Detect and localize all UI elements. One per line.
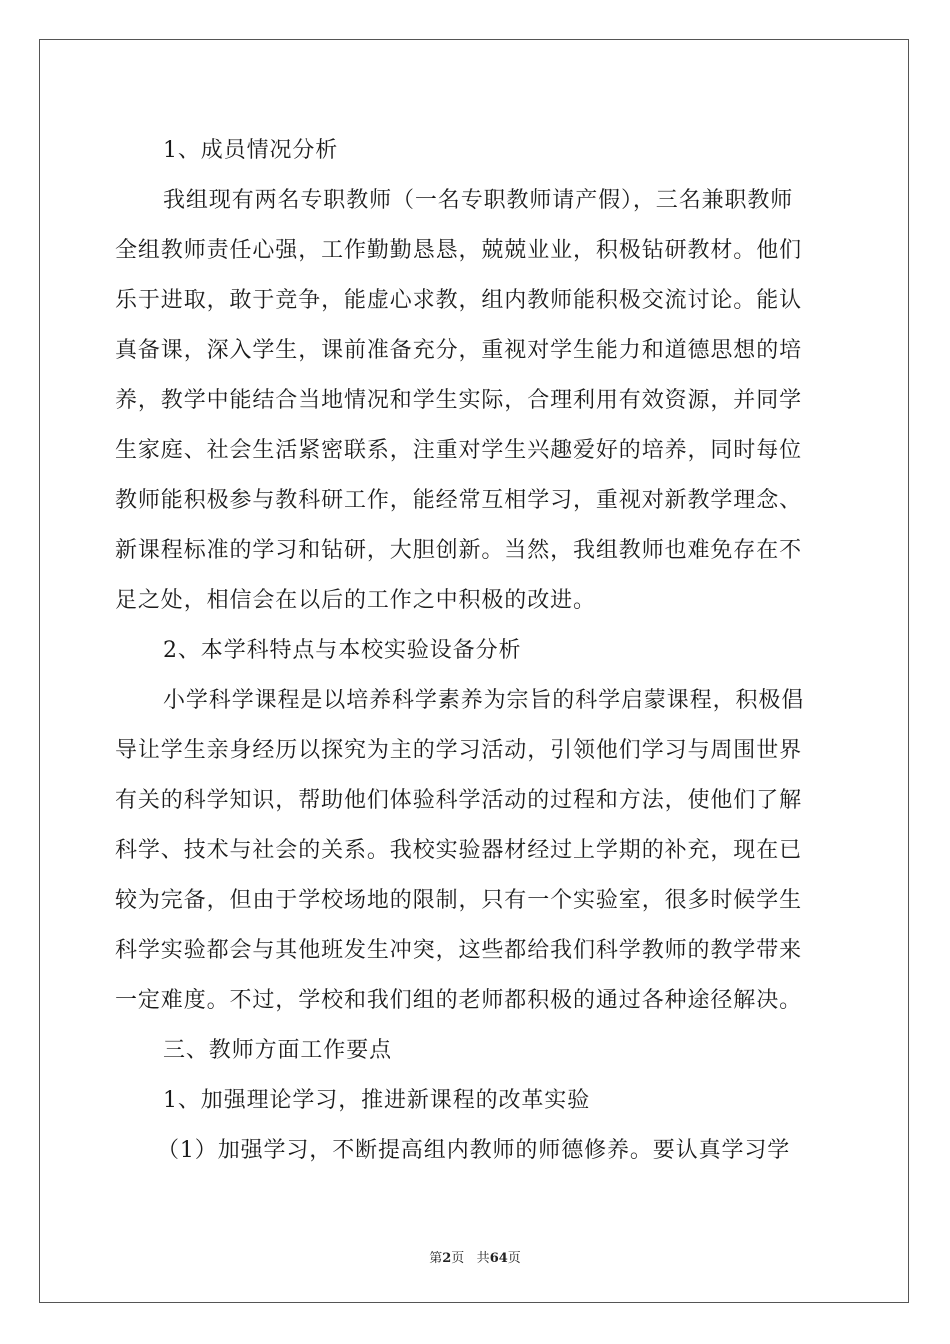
text-line: 一定难度。不过，学校和我们组的老师都积极的通过各种途径解决。: [115, 988, 803, 1013]
text-line: 科学实验都会与其他班发生冲突，这些都给我们科学教师的教学带来: [115, 938, 803, 963]
text-line: 生家庭、社会生活紧密联系，注重对学生兴趣爱好的培养，同时每位: [115, 438, 803, 463]
current-page-number: 2: [442, 1251, 452, 1266]
text-line: 有关的科学知识，帮助他们体验科学活动的过程和方法，使他们了解: [115, 788, 803, 813]
text-line: 1、加强理论学习，推进新课程的改革实验: [163, 1088, 591, 1113]
text-line: 科学、技术与社会的关系。我校实验器材经过上学期的补充，现在已: [115, 838, 803, 863]
text-line: 我组现有两名专职教师（一名专职教师请产假），三名兼职教师: [163, 188, 794, 213]
footer-page-suffix: 页: [451, 1251, 465, 1266]
text-line: （1）加强学习，不断提高组内教师的师德修养。要认真学习学: [157, 1138, 791, 1163]
total-page-count: 64: [489, 1251, 508, 1266]
text-line: 乐于进取，敢于竞争，能虚心求教，组内教师能积极交流讨论。能认: [115, 288, 803, 313]
text-line: 全组教师责任心强，工作勤勤恳恳，兢兢业业，积极钻研教材。他们: [115, 238, 803, 263]
text-line: 教师能积极参与教科研工作，能经常互相学习，重视对新教学理念、: [115, 488, 803, 513]
text-line: 导让学生亲身经历以探究为主的学习活动，引领他们学习与周围世界: [115, 738, 803, 763]
text-line: 1、成员情况分析: [163, 138, 339, 163]
text-line: 真备课，深入学生，课前准备充分，重视对学生能力和道德思想的培: [115, 338, 803, 363]
text-line: 小学科学课程是以培养科学素养为宗旨的科学启蒙课程，积极倡: [163, 688, 805, 713]
text-line: 较为完备，但由于学校场地的限制，只有一个实验室，很多时候学生: [115, 888, 803, 913]
footer-prefix: 第: [429, 1251, 443, 1266]
text-line: 三、教师方面工作要点: [163, 1038, 393, 1063]
document-body: [115, 126, 835, 1176]
text-line: 新课程标准的学习和钻研，大胆创新。当然，我组教师也难免存在不: [115, 538, 803, 563]
page-footer: [0, 1247, 950, 1266]
text-line: 2、本学科特点与本校实验设备分析: [163, 638, 522, 663]
footer-total-prefix: 共: [476, 1251, 490, 1266]
text-line: 足之处，相信会在以后的工作之中积极的改进。: [115, 588, 596, 613]
text-line: 养，教学中能结合当地情况和学生实际，合理利用有效资源，并同学: [115, 388, 803, 413]
footer-total-suffix: 页: [507, 1251, 521, 1266]
